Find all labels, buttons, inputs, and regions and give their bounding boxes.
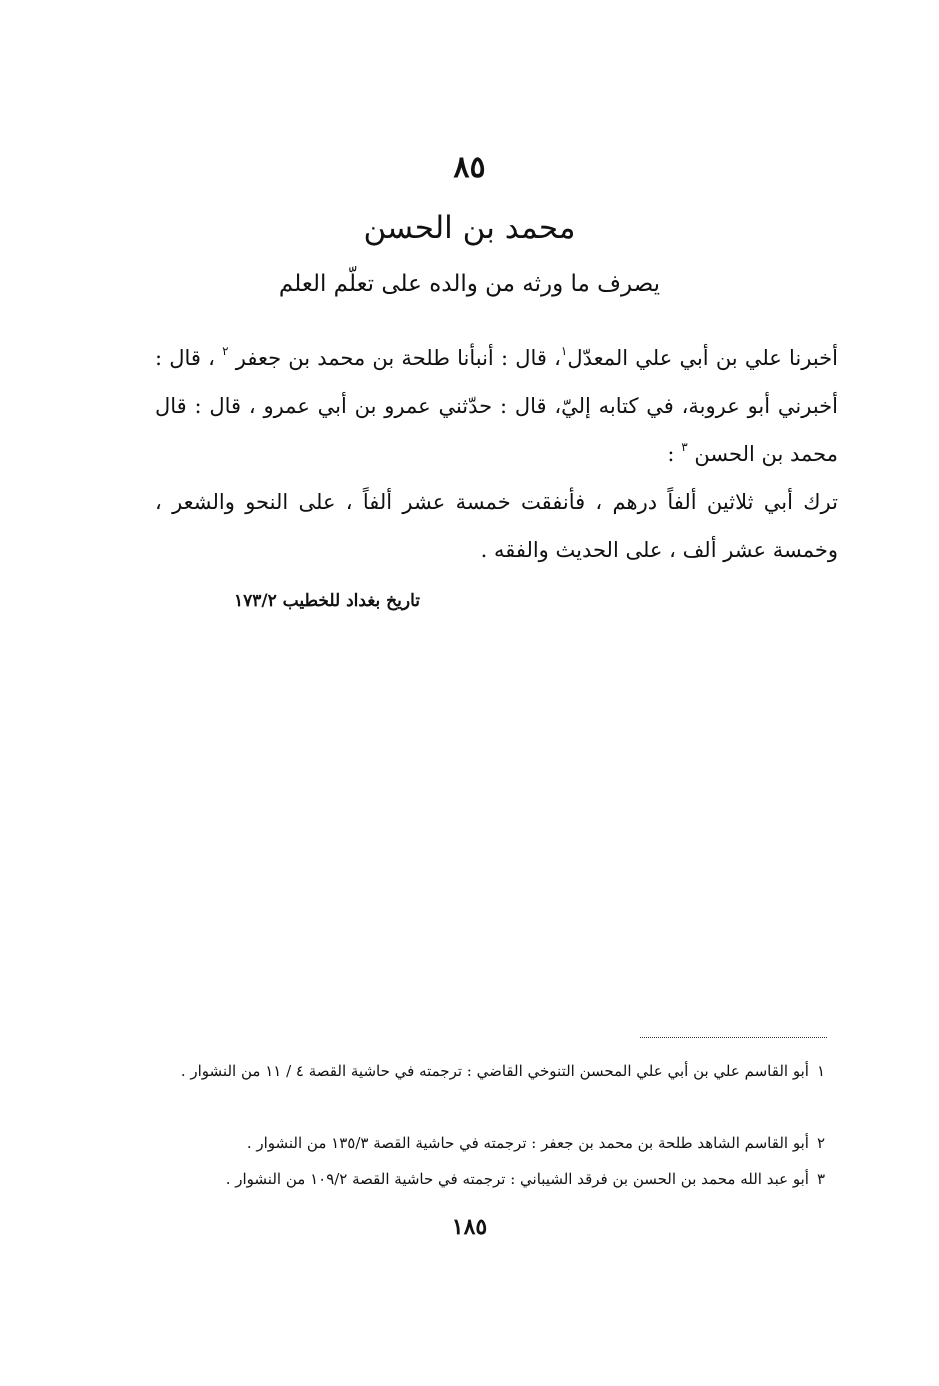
footnote-number: ٣ bbox=[816, 1170, 825, 1188]
footnote-number: ١ bbox=[816, 1062, 825, 1080]
isnad-text: ، قال : أنبأنا طلحة بن محمد بن جعفر bbox=[235, 346, 561, 370]
footnote-text: أبو القاسم علي بن أبي علي المحسن التنوخي القاضي : ترجمته في حاشية القصة ٤ / ١١ من النشوار . bbox=[180, 1062, 809, 1080]
footnote-1 bbox=[155, 1056, 825, 1086]
page-number: ١٨٥ bbox=[451, 1214, 488, 1240]
source-citation: تاريخ بغداد للخطيب ١٧٣/٢ bbox=[233, 591, 420, 611]
isnad-text: أخبرنا علي بن أبي علي المعدّل bbox=[567, 346, 838, 370]
footnote-number: ٢ bbox=[816, 1134, 825, 1152]
story-number: ٨٥ bbox=[453, 150, 486, 185]
footnote-divider bbox=[640, 1037, 827, 1038]
story-title: محمد بن الحسن bbox=[363, 210, 576, 246]
story-subtitle: يصرف ما ورثه من والده على تعلّم العلم bbox=[278, 271, 661, 297]
footnote-ref-3: ٣ bbox=[681, 440, 688, 454]
footnote-text: أبو عبد الله محمد بن الحسن بن فرقد الشيباني : ترجمته في حاشية القصة ١٠٩/٢ من النشوار . bbox=[225, 1170, 809, 1188]
matn-paragraph: ترك أبي ثلاثين ألفاً درهم ، فأنفقت خمسة عشر ألفاً ، على النحو والشعر ، وخمسة عشر ألف ، على الحديث والفقه . bbox=[155, 490, 838, 562]
isnad-text: ، قال : أخبرني أبو عروبة، في كتابه إليّ، قال : حدّثني عمرو بن أبي عمرو ، قال : قال محمد بن الحسن bbox=[155, 346, 838, 466]
footnote-ref-1: ١ bbox=[560, 344, 568, 358]
footnote-3 bbox=[155, 1164, 825, 1194]
footnote-2 bbox=[155, 1128, 825, 1158]
footnote-text: أبو القاسم الشاهد طلحة بن محمد بن جعفر : ترجمته في حاشية القصة ١٣٥/٣ من النشوار . bbox=[246, 1134, 809, 1152]
footnote-ref-2: ٢ bbox=[222, 344, 229, 358]
isnad-text: : bbox=[667, 442, 682, 466]
isnad-paragraph bbox=[155, 334, 838, 478]
